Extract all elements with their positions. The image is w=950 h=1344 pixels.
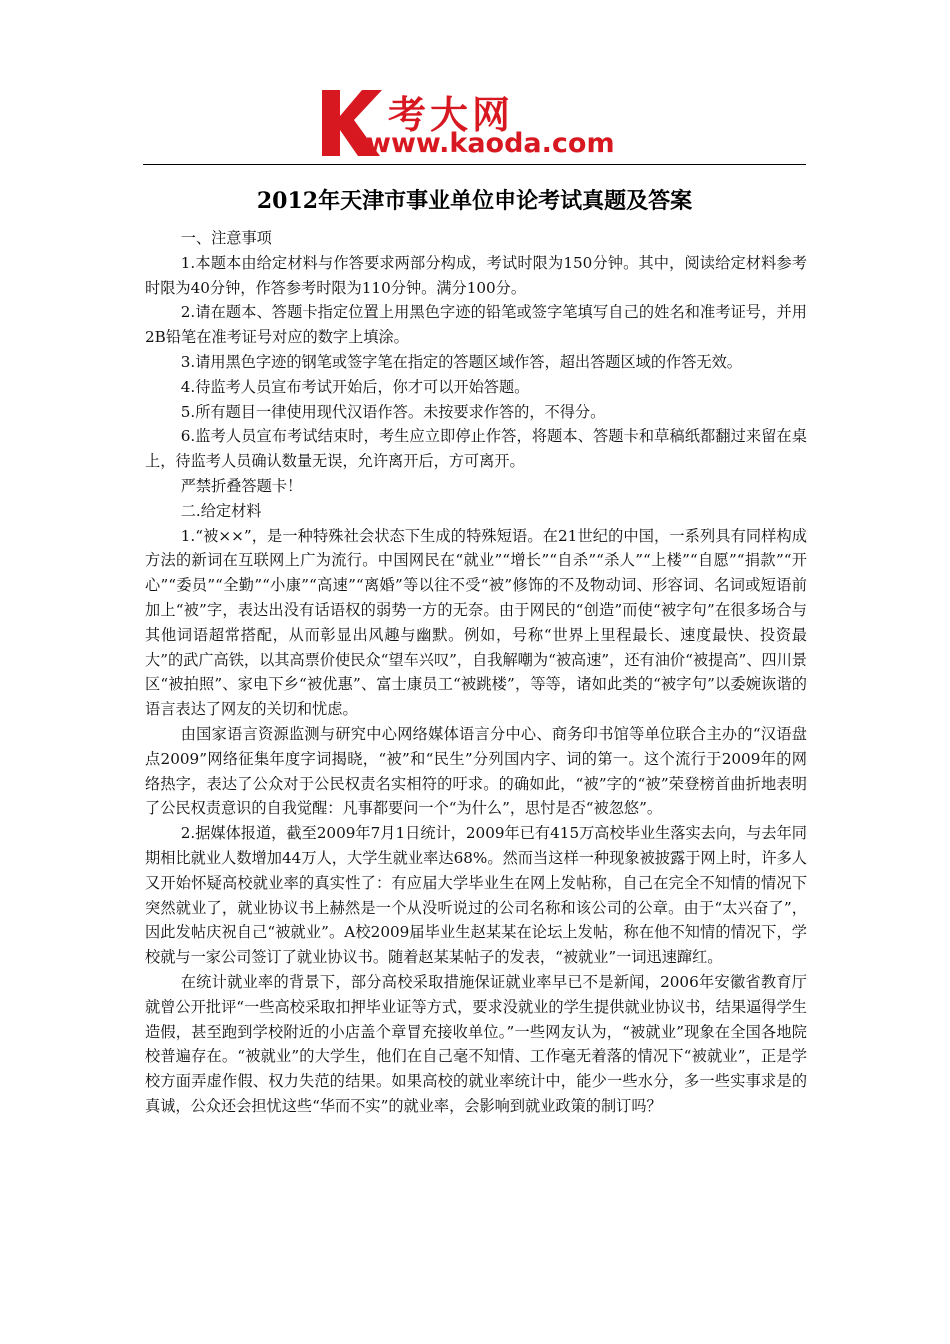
kaoda-logo[interactable] (318, 86, 648, 158)
section-heading-notes: 一、注意事项 (180, 229, 272, 247)
paragraph: 在统计就业率的背景下，部分高校采取措施保证就业率早已不是新闻，2006年安徽省教育厅就曾公开批评“一些高校采取扣押毕业证等方式，要求没就业的学生提供就业协议书，结果逼得学生造假，甚至跑到学校附近的小店盖个章冒充接收单位。”一些网友认为，“被就业”现象在全国各地院校普遍存在。“被就业”的大学生，他们在自己毫不知情、工作毫无着落的情况下“被就业”，正是学校方面弄虚作假、权力失范的结果。如果高校的就业率统计中，能少一些水分，多一些实事求是的真诚，公众还会担忧这些“华而不实”的就业率，会影响到就业政策的制订吗？ (145, 972, 807, 1115)
document-title: 2012年天津市事业单位申论考试真题及答案 (256, 188, 693, 214)
logo-url-text: www.kaoda.com (366, 128, 615, 159)
document-body (145, 226, 807, 1119)
paragraph: 4.待监考人员宣布考试开始后，你才可以开始答题。 (180, 377, 530, 396)
logo-chinese-text: 考大网 (388, 93, 515, 137)
paragraph: 2.据媒体报道，截至2009年7月1日统计，2009年已有415万高校毕业生落实去向，与去年同期相比就业人数增加44万人，大学生就业率达68%。然而当这样一种现象被披露于网上时，许多人又开始怀疑高校就业率的真实性了：有应届大学毕业生在网上发帖称，自己在完全不知情的情况下突然就业了，就业协议书上赫然是一个从没听说过的公司名称和该公司的公章。由于“太兴奋了”，因此发帖庆祝自己“被就业”。A校2009届毕业生赵某某在论坛上发帖，称在他不知情的情况下，学校就与一家公司签订了就业协议书。随着赵某某帖子的发表，“被就业”一词迅速蹿红。 (145, 824, 807, 967)
paragraph: 1.本题本由给定材料与作答要求两部分构成，考试时限为150分钟。其中，阅读给定材料参考时限为40分钟，作答参考时限为110分钟。满分100分。 (145, 253, 807, 297)
header-divider (143, 164, 806, 165)
warning-line: 严禁折叠答题卡！ (180, 476, 303, 495)
paragraph: 5.所有题目一律使用现代汉语作答。未按要求作答的，不得分。 (180, 402, 606, 421)
paragraph: 6.监考人员宣布考试结束时，考生应立即停止作答，将题本、答题卡和草稿纸都翻过来留在桌上，待监考人员确认数量无误，允许离开后，方可离开。 (145, 427, 807, 471)
paragraph: 2.请在题本、答题卡指定位置上用黑色字迹的铅笔或签字笔填写自己的姓名和准考证号，并用2B铅笔在准考证号对应的数字上填涂。 (145, 303, 807, 347)
paragraph: 3.请用黑色字迹的钢笔或签字笔在指定的答题区域作答，超出答题区域的作答无效。 (180, 352, 742, 371)
paragraph: 由国家语言资源监测与研究中心网络媒体语言分中心、商务印书馆等单位联合主办的“汉语盘点2009”网络征集年度字词揭晓，“被”和“民生”分列国内字、词的第一。这个流行于2009年的网络热字，表达了公众对于公民权责名实相符的吁求。的确如此，“被”字的“被”荣登榜首曲折地表明了公民权责意识的自我觉醒：凡事都要问一个“为什么”，思忖是否“被忽悠”。 (145, 724, 807, 818)
paragraph: 1.“被××”，是一种特殊社会状态下生成的特殊短语。在21世纪的中国，一系列具有同样构成方法的新词在互联网上广为流行。中国网民在“就业”“增长”“自杀”“杀人”“上楼”“自愿”“捐款”“开心”“委员”“全勤”“小康”“高速”“离婚”等以往不受“被”修饰的不及物动词、形容词、名词或短语前加上“被”字，表达出没有话语权的弱势一方的无奈。由于网民的“创造”而使“被字句”在很多场合与其他词语超常搭配，从而彰显出风趣与幽默。例如，号称“世界上里程最长、速度最快、投资最大”的武广高铁，以其高票价使民众“望车兴叹”，自我解嘲为“被高速”，还有油价“被提高”、四川景区“被拍照”、家电下乡“被优惠”、富士康员工“被跳楼”，等等，诸如此类的“被字句”以委婉诙谐的语言表达了网友的关切和忧虑。 (145, 526, 807, 719)
section-heading-materials: 二.给定材料 (180, 501, 262, 520)
